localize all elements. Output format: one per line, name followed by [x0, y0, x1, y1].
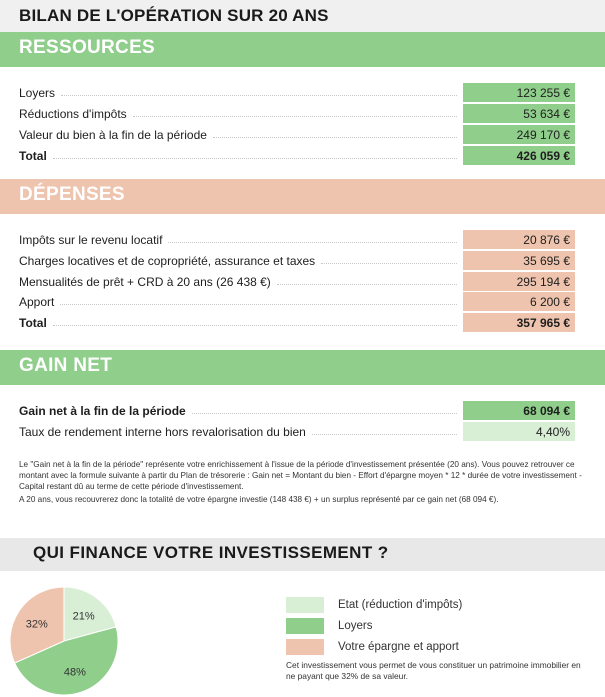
- legend-swatch: [286, 597, 324, 613]
- depenses-row-mensualites: [19, 272, 575, 291]
- legend-label: Votre épargne et apport: [338, 641, 459, 653]
- dot-leader: [168, 242, 457, 243]
- ressources-row-total: [19, 146, 575, 165]
- depenses-row-apport: [19, 292, 575, 311]
- legend-label: Loyers: [338, 620, 373, 632]
- row-label: Total: [19, 315, 47, 330]
- dot-leader: [61, 95, 457, 96]
- dot-leader: [213, 137, 457, 138]
- explanation-notes: [19, 459, 585, 507]
- depenses-row-impots: [19, 230, 575, 249]
- pie-label-1: 21%: [72, 610, 95, 623]
- ressources-header: RESSOURCES: [0, 32, 605, 67]
- row-label: Réductions d'impôts: [19, 106, 127, 121]
- dot-leader: [53, 325, 457, 326]
- row-value: 6 200 €: [463, 292, 575, 311]
- row-label: Apport: [19, 294, 55, 309]
- note-paragraph: A 20 ans, vous recouvrerez donc la totalité de votre épargne investie (148 438 €) + un surplus représenté par ce gain net (68 094 €).: [19, 495, 499, 504]
- dot-leader: [60, 304, 457, 305]
- legend-item-etat: [286, 597, 462, 613]
- legend-item-loyers: [286, 618, 373, 634]
- depenses-row-charges: [19, 251, 575, 270]
- finance-footnote: Cet investissement vous permet de vous constituer un patrimoine immobilier en ne payant que 32% de sa valeur.: [286, 660, 581, 681]
- legend-swatch: [286, 618, 324, 634]
- ressources-row-reductions: [19, 104, 575, 123]
- row-label: Impôts sur le revenu locatif: [19, 232, 163, 247]
- dot-leader: [192, 413, 457, 414]
- row-label: Mensualités de prêt + CRD à 20 ans (26 438 €): [19, 274, 271, 289]
- row-label: Taux de rendement interne hors revalorisation du bien: [19, 424, 306, 439]
- row-label: Charges locatives et de copropriété, assurance et taxes: [19, 253, 316, 268]
- depenses-header: DÉPENSES: [0, 179, 605, 214]
- gain-header: GAIN NET: [0, 350, 605, 385]
- row-value: 249 170 €: [463, 125, 575, 144]
- row-value: 295 194 €: [463, 272, 575, 291]
- row-value: 4,40%: [463, 422, 575, 441]
- row-value: 357 965 €: [463, 313, 575, 332]
- dot-leader: [321, 263, 457, 264]
- row-value: 68 094 €: [463, 401, 575, 420]
- row-value: 20 876 €: [463, 230, 575, 249]
- dot-leader: [277, 284, 457, 285]
- row-value: 53 634 €: [463, 104, 575, 123]
- pie-label-2: 48%: [63, 666, 86, 679]
- row-label: Loyers: [19, 85, 56, 100]
- finance-header: QUI FINANCE VOTRE INVESTISSEMENT ?: [0, 538, 605, 571]
- dot-leader: [53, 158, 457, 159]
- gain-row-taux: [19, 422, 575, 441]
- row-value: 35 695 €: [463, 251, 575, 270]
- dot-leader: [312, 434, 457, 435]
- ressources-row-valeur: [19, 125, 575, 144]
- depenses-row-total: [19, 313, 575, 332]
- financing-pie-chart: [8, 585, 120, 697]
- gain-row-net: [19, 401, 575, 420]
- row-label: Valeur du bien à la fin de la période: [19, 127, 207, 142]
- legend-item-epargne: [286, 639, 459, 655]
- row-value: 426 059 €: [463, 146, 575, 165]
- page-title: BILAN DE L'OPÉRATION SUR 20 ANS: [0, 0, 605, 32]
- row-label: Gain net à la fin de la période: [19, 403, 186, 418]
- legend-label: Etat (réduction d'impôts): [338, 599, 463, 611]
- ressources-row-loyers: [19, 83, 575, 102]
- row-label: Total: [19, 148, 47, 163]
- legend-swatch: [286, 639, 324, 655]
- note-paragraph: Le "Gain net à la fin de la période" représente votre enrichissement à l'issue de la période d'investissement présentée (20 ans). Vous pouvez retrouver ce montant avec la formule suivante à partir du Plan de trésorerie : Gain net = Montant du bien - Effort d'épargne moyen * 12 * durée de votre investissement - Capital restant dû au terme de cette période d'investissement.: [19, 460, 582, 491]
- dot-leader: [133, 116, 457, 117]
- row-value: 123 255 €: [463, 83, 575, 102]
- pie-label-3: 32%: [25, 618, 48, 631]
